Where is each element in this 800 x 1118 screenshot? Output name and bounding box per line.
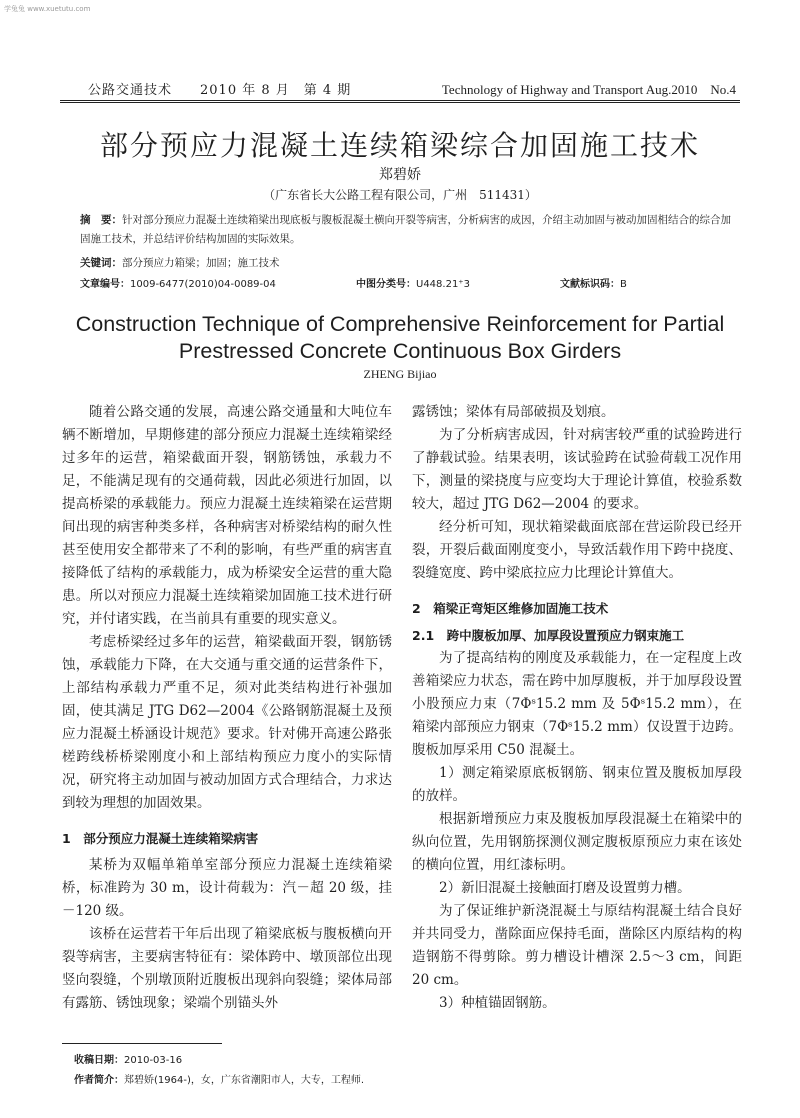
article-number-value: 1009-6477(2010)04-0089-04 xyxy=(130,279,276,290)
body-paragraph: 考虑桥梁经过多年的运营，箱梁截面开裂，钢筋锈蚀，承载能力下降，在大交通与重交通的运营条件下，上部结构承载力严重不足，须对此类结构进行补强加固，使其满足 JTG D62—2004《公路钢筋混凝土及预应力混凝土桥涵设计规范》要求。针对佛开高速公路张槎跨线桥桥梁刚度小和上部结构预应力度小的实际情况，研究将主动加固与被动加固方式合理结合，力求达到较为理想的加固效果。 xyxy=(62,634,392,811)
keywords-text: 部分预应力箱梁；加固；施工技术 xyxy=(122,257,280,269)
subsection-heading-2-1: 2.1 跨中腹板加厚、加厚段设置预应力钢束施工 xyxy=(412,628,685,643)
document-code xyxy=(560,275,627,290)
body-paragraph: 根据新增预应力束及腹板加厚段混凝土在箱梁中的纵向位置，先用钢筋探测仪测定腹板原预应力束在该处的横向位置，用红漆标明。 xyxy=(412,811,742,873)
title-en-line2: Prestressed Concrete Continuous Box Girders xyxy=(178,339,622,363)
clc-number-label: 中图分类号： xyxy=(356,279,416,290)
received-date-label: 收稿日期： xyxy=(74,1055,124,1066)
section-heading-2: 2 箱梁正弯矩区维修加固施工技术 xyxy=(412,601,609,616)
document-code-value: B xyxy=(620,279,627,290)
step-item: 3）种植锚固钢筋。 xyxy=(439,995,556,1011)
author-bio-label: 作者简介： xyxy=(74,1075,124,1086)
body-paragraph: 露锈蚀；梁体有局部破损及划痕。 xyxy=(412,404,615,420)
step-item: 1）测定箱梁原底板钢筋、钢束位置及腹板加厚段的放样。 xyxy=(412,765,742,804)
article-number-label: 文章编号： xyxy=(80,279,130,290)
left-column xyxy=(62,401,392,1015)
author-bio xyxy=(74,1071,364,1086)
abstract-text: 针对部分预应力混凝土连续箱梁出现底板与腹板混凝土横向开裂等病害，分析病害的成因，介绍主动加固与被动加固相结合的综合加固施工技术，并总结评价结构加固的实际效果。 xyxy=(80,214,731,245)
received-date-value: 2010-03-16 xyxy=(124,1055,183,1066)
body-paragraph: 随着公路交通的发展，高速公路交通量和大吨位车辆不断增加，早期修建的部分预应力混凝土连续箱梁经过多年的运营，箱梁截面开裂，钢筋锈蚀，承载力不足，不能满足现有的交通荷载，因此必须进行加固，以提高桥梁的承载能力。预应力混凝土连续箱梁在运营期间出现的病害种类多样，各种病害对桥梁结构的耐久性甚至使用安全都带来了不利的影响，有些严重的病害直接降低了结构的承载能力，成为桥梁安全运营的重大隐患。所以对预应力混凝土连续箱梁加固施工技术进行研究，并付诸实践，在当前具有重要的现实意义。 xyxy=(62,404,392,627)
clc-number xyxy=(356,275,470,290)
header-rule-secondary xyxy=(60,102,740,103)
keywords xyxy=(80,255,740,270)
abstract xyxy=(80,211,740,249)
body-paragraph: 该桥在运营若干年后出现了箱梁底板与腹板横向开裂等病害，主要病害特征有：梁体跨中、墩顶部位出现竖向裂缝，个别墩顶附近腹板出现斜向裂缝；梁体局部有露筋、锈蚀现象；梁端个别锚头外 xyxy=(62,926,392,1011)
body-paragraph: 经分析可知，现状箱梁截面底部在营运阶段已经开裂，开裂后截面刚度变小，导致活载作用下跨中挠度、裂缝宽度、跨中梁底拉应力比理论计算值大。 xyxy=(412,519,742,581)
abstract-label: 摘 要： xyxy=(80,214,122,226)
title-cn: 部分预应力混凝土连续箱梁综合加固施工技术 xyxy=(99,129,700,162)
site-watermark: 学兔兔 www.xuetutu.com xyxy=(4,5,91,13)
footnote-rule xyxy=(62,1043,222,1044)
document-code-label: 文献标识码： xyxy=(560,279,620,290)
journal-header-en: Technology of Highway and Transport Aug.2010 No.4 xyxy=(441,82,736,97)
affiliation-cn: （广东省长大公路工程有限公司，广州 511431） xyxy=(263,188,537,202)
author-cn: 郑碧娇 xyxy=(379,167,421,183)
section-heading-1: 1 部分预应力混凝土连续箱梁病害 xyxy=(62,831,259,846)
clc-number-value: U448.21⁺3 xyxy=(416,279,470,290)
body-paragraph: 为了分析病害成因，针对病害较严重的试验跨进行了静载试验。结果表明，该试验跨在试验荷载工况作用下，测量的梁挠度与应变均大于理论计算值，校验系数较大，超过 JTG D62—2004 的要求。 xyxy=(412,427,742,512)
author-en: ZHENG Bijiao xyxy=(363,367,437,381)
step-item: 2）新旧混凝土接触面打磨及设置剪力槽。 xyxy=(439,880,691,896)
body-paragraph: 为了保证维护新浇混凝土与原结构混凝土结合良好并共同受力，凿除面应保持毛面，凿除区内原结构的构造钢筋不得剪除。剪力槽设计槽深 2.5～3 cm，间距 20 cm。 xyxy=(412,903,742,988)
received-date xyxy=(74,1051,182,1066)
header-rule xyxy=(60,100,740,101)
keywords-label: 关键词： xyxy=(80,257,122,269)
author-bio-value: 郑碧娇(1964-)，女，广东省潮阳市人，大专，工程师. xyxy=(124,1075,365,1086)
body-paragraph: 为了提高结构的刚度及承载能力，在一定程度上改善箱梁应力状态，需在跨中加厚腹板，并于加厚段设置小股预应力束（7Φˢ15.2 mm 及 5Φˢ15.2 mm），在箱梁内部预应力钢束（7Φˢ15.2 mm）仅设置于边跨。腹板加厚采用 C50 混凝土。 xyxy=(412,650,742,758)
journal-header-cn: 公路交通技术 2010 年 8 月 第 4 期 xyxy=(88,83,352,98)
title-en xyxy=(0,311,800,365)
right-column xyxy=(412,401,742,1015)
article-number xyxy=(80,275,276,290)
title-en-line1: Construction Technique of Comprehensive Reinforcement for Partial xyxy=(75,312,725,336)
body-paragraph: 某桥为双幅单箱单室部分预应力混凝土连续箱梁桥，标准跨为 30 m，设计荷载为：汽－超 20 级，挂－120 级。 xyxy=(62,857,392,919)
